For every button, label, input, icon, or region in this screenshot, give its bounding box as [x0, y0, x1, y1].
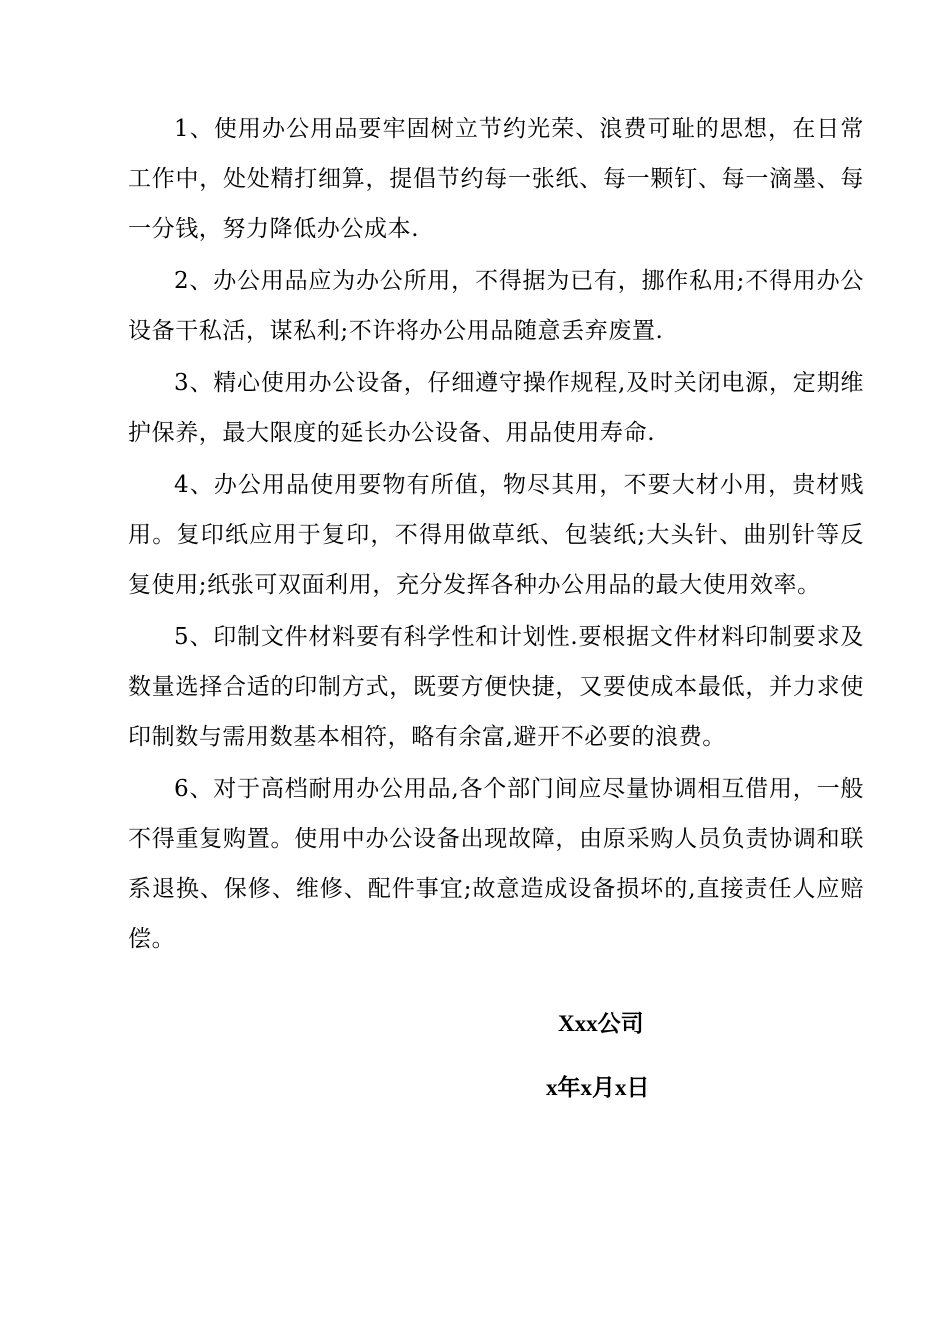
paragraph-6: 6、对于高档耐用办公用品,各个部门间应尽量协调相互借用，一般不得重复购置。使用中办公设备出现故障，由原采购人员负责协调和联系退换、保修、维修、配件事宜;故意造成设备损坏的,直接责任人应赔偿。: [128, 776, 864, 952]
paragraph-5: 5、印制文件材料要有科学性和计划性.要根据文件材料印制要求及数量选择合适的印制方式，既要方便快捷，又要使成本最低，并力求使印制数与需用数基本相符，略有余富,避开不必要的浪费。: [128, 624, 864, 750]
signature-date: x年x月x日: [546, 1075, 650, 1100]
signature-block: [546, 1004, 650, 1108]
document-body: [128, 104, 864, 966]
paragraph-4: 4、办公用品使用要物有所值，物尽其用，不要大材小用，贵材贱用。复印纸应用于复印，不得用做草纸、包装纸;大头针、曲别针等反复使用;纸张可双面利用，充分发挥各种办公用品的最大使用效率。: [128, 472, 864, 598]
company-name: Xxx公司: [558, 1011, 644, 1036]
paragraph-2: 2、办公用品应为办公所用，不得据为已有，挪作私用;不得用办公设备干私活，谋私利;不许将办公用品随意丢弃废置.: [128, 268, 864, 344]
paragraph-1: 1、使用办公用品要牢固树立节约光荣、浪费可耻的思想，在日常工作中，处处精打细算，提倡节约每一张纸、每一颗钉、每一滴墨、每一分钱，努力降低办公成本.: [128, 116, 864, 242]
paragraph-3: 3、精心使用办公设备，仔细遵守操作规程,及时关闭电源，定期维护保养，最大限度的延长办公设备、用品使用寿命.: [128, 370, 864, 446]
